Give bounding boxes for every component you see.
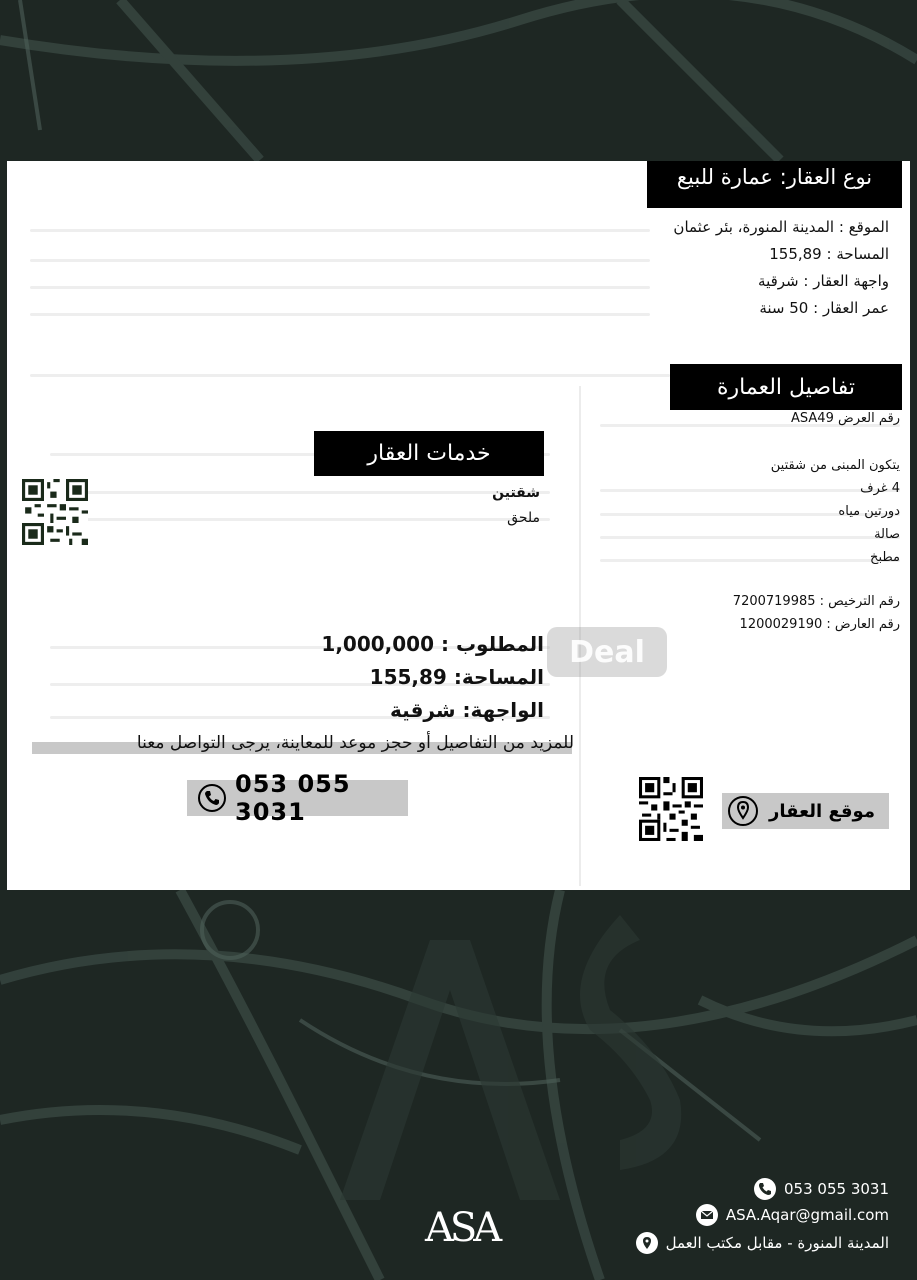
map-pin-icon <box>727 795 759 827</box>
listing-number: رقم العرض ASA49 <box>791 411 900 426</box>
phone-icon <box>754 1178 776 1200</box>
footer-email[interactable] <box>696 1204 889 1226</box>
location-button-label: موقع العقار <box>769 800 875 822</box>
footer-phone[interactable] <box>754 1178 889 1200</box>
property-type-text: نوع العقار: عمارة للبيع <box>676 165 873 189</box>
building-item: دورتين مياه <box>838 504 900 519</box>
contact-cta: للمزيد من التفاصيل أو حجز موعد للمعاينة، يرجى التواصل معنا <box>136 733 574 753</box>
license-number: رقم الترخيص : 7200719985 <box>732 594 900 609</box>
service-item: ملحق <box>507 510 540 526</box>
phone-button[interactable] <box>187 770 408 826</box>
footer-address-text: المدينة المنورة - مقابل مكتب العمل <box>665 1234 889 1252</box>
building-item: يتكون المبنى من شقتين <box>770 458 900 473</box>
location-text: الموقع : المدينة المنورة، بئر عثمان <box>673 218 889 236</box>
phone-number: 053 055 3031 <box>235 770 351 826</box>
qr-code-icon[interactable] <box>639 777 703 841</box>
pricing-facade: الواجهة: شرقية <box>390 698 544 722</box>
footer-phone-text: 053 055 3031 <box>784 1180 889 1198</box>
qr-code-icon <box>22 479 88 545</box>
building-details-banner <box>670 364 902 410</box>
deal-watermark: Deal <box>547 627 667 677</box>
email-icon <box>696 1204 718 1226</box>
services-banner <box>314 431 544 476</box>
footer-address <box>636 1232 889 1254</box>
asa-logo: ASA <box>425 1205 499 1251</box>
flyer-card <box>7 161 910 890</box>
asking-price: المطلوب : 1,000,000 <box>321 632 544 656</box>
building-details-title: تفاصيل العمارة <box>717 374 855 400</box>
building-item: مطبخ <box>870 550 900 565</box>
area-text: المساحة : 155,89 <box>769 245 889 263</box>
location-button[interactable] <box>722 793 889 829</box>
service-item: شقتين <box>492 485 540 501</box>
pricing-area: المساحة: 155,89 <box>369 665 544 689</box>
facade-text: واجهة العقار : شرقية <box>758 272 889 290</box>
footer-email-text: ASA.Aqar@gmail.com <box>725 1206 889 1224</box>
services-title: خدمات العقار <box>367 441 491 466</box>
map-pin-icon <box>636 1232 658 1254</box>
property-type-banner <box>647 161 902 208</box>
phone-icon <box>197 783 227 813</box>
age-text: عمر العقار : 50 سنة <box>759 299 889 317</box>
building-item: صالة <box>874 527 900 542</box>
advertiser-number: رقم العارض : 1200029190 <box>739 617 900 632</box>
building-item: 4 غرف <box>860 481 900 496</box>
